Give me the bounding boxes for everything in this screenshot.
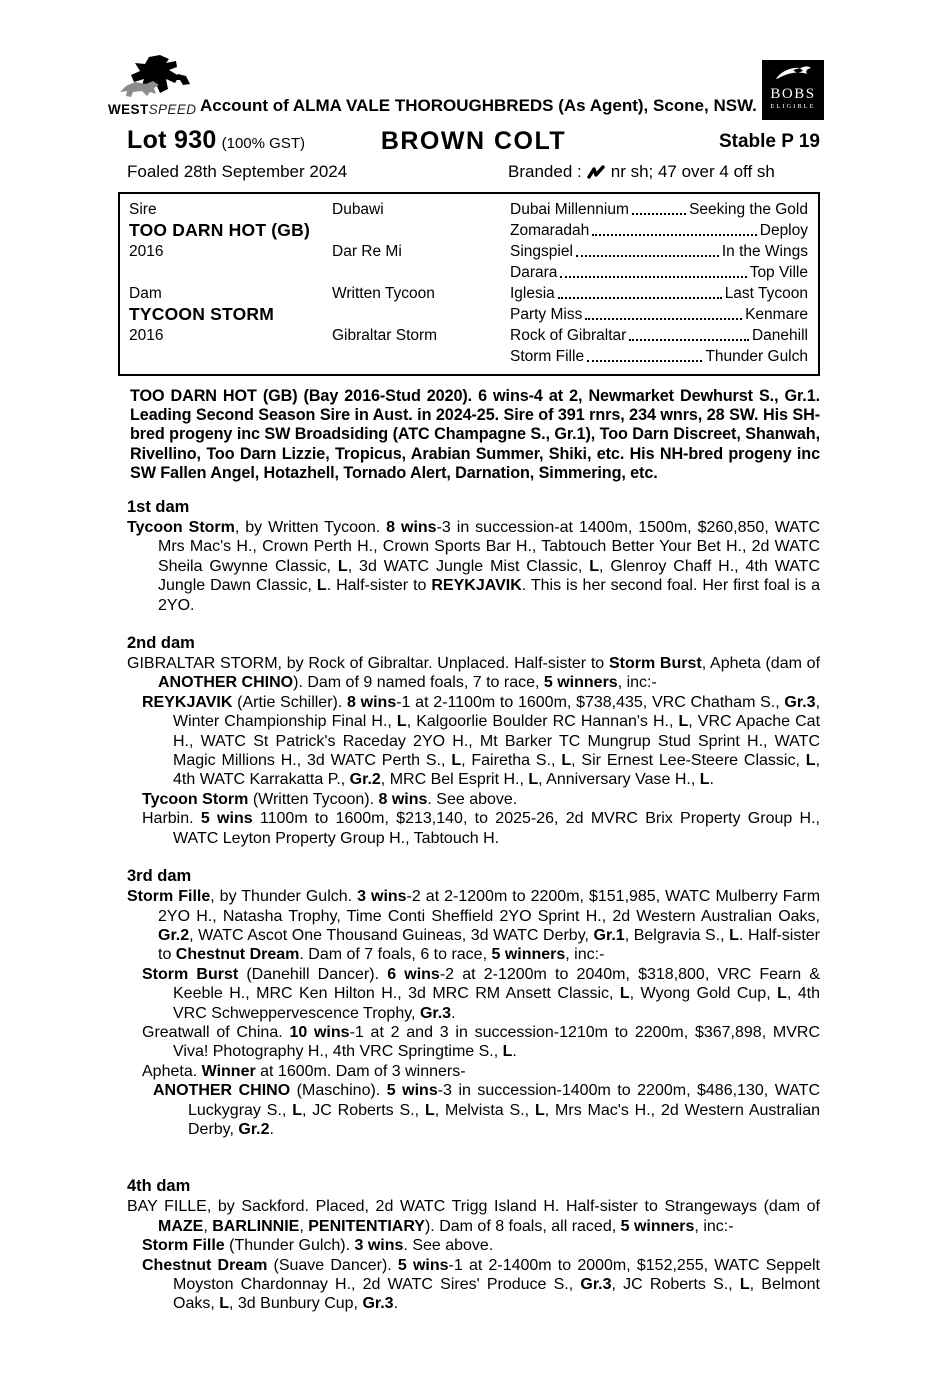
- dam-section: [127, 634, 820, 848]
- pedigree-grandparent-cell: [510, 220, 808, 241]
- granddam-name: Danehill: [751, 327, 808, 344]
- granddam-name: Thunder Gulch: [705, 348, 808, 365]
- pedigree-row: [129, 283, 808, 304]
- pedigree-parent-cell: Written Tycoon: [332, 285, 435, 302]
- lot-line: [127, 126, 820, 158]
- pedigree-name-cell: 2016: [129, 327, 164, 344]
- pedigree-name-cell: [129, 262, 332, 283]
- pedigree-grandparent-cell: [510, 346, 808, 367]
- sire-summary: TOO DARN HOT (GB) (Bay 2016-Stud 2020). 6 wins-4 at 2, Newmarket Dewhurst S., Gr.1. Leading Second Season Sire in Aust. in 2024-25. Sire of 391 rnrs, 234 wnrs, 28 SW. His SH-bred progeny inc SW Broadsiding (ATC Champagne S., Gr.1), Too Darn Discreet, Shanwah, Rivellino, Too Darn Lizzie, Tropicus, Arabian Summer, Shiki, etc. His NH-bred progeny inc SW Fallen Angel, Hotazhell, Tornado Alert, Darnation, Simmering, etc.: [130, 387, 820, 482]
- dotted-leader: [576, 255, 719, 257]
- bobs-logo: [762, 60, 824, 120]
- pedigree-row: [129, 262, 808, 283]
- dotted-leader: [629, 339, 749, 341]
- pedigree-parent-cell: [332, 262, 510, 283]
- grandsire-name: Darara: [510, 264, 558, 281]
- pedigree-parent-cell: [332, 220, 510, 241]
- dotted-leader: [632, 213, 686, 215]
- dam-entries: [127, 518, 820, 615]
- dam-section: [127, 498, 820, 615]
- westspeed-speed: SPEED: [148, 102, 197, 117]
- dotted-leader: [558, 297, 722, 299]
- pedigree-entry: BAY FILLE, by Sackford. Placed, 2d WATC Trigg Island H. Half-sister to Strangeways (dam of MAZE, BARLINNIE, PENITENTIARY). Dam of 8 foals, all raced, 5 winners, inc:-: [127, 1198, 820, 1235]
- bobs-title: BOBS: [770, 86, 816, 102]
- dotted-leader: [560, 276, 746, 278]
- grandsire-name: Storm Fille: [510, 348, 585, 365]
- dam-entries: [127, 887, 820, 1139]
- pedigree-entry: Storm Fille, by Thunder Gulch. 3 wins-2 at 2-1200m to 2200m, $151,985, WATC Mulberry Farm 2YO H., Natasha Trophy, Time Conti Sheffield 2YO Sprint H., 2d Western Australian Oaks, Gr.2, WATC Ascot One Thousand Guineas, 3d WATC Derby, Gr.1, Belgravia S., L. Half-sister to Chestnut Dream. Dam of 7 foals, 6 to race, 5 winners, inc:-: [127, 888, 821, 964]
- granddam-name: Last Tycoon: [724, 285, 808, 302]
- dam-heading: 3rd dam: [127, 867, 192, 886]
- pedigree-row: [129, 325, 808, 346]
- pedigree-row: [129, 346, 808, 367]
- pedigree-entry: Chestnut Dream (Suave Dancer). 5 wins-1 at 2-1400m to 2000m, $152,255, WATC Seppelt Moyston Chardonnay H., 2d WATC Sires' Produce S., Gr.3, JC Roberts S., L, Belmont Oaks, L, 3d Bunbury Cup, Gr.3.: [142, 1256, 820, 1313]
- pedigree-row: [129, 220, 808, 241]
- granddam-name: Deploy: [759, 222, 808, 239]
- westspeed-west: WEST: [108, 102, 149, 117]
- pedigree-parent-cell: Dar Re Mi: [332, 243, 402, 260]
- pedigree-entry: GIBRALTAR STORM, by Rock of Gibraltar. Unplaced. Half-sister to Storm Burst, Apheta (dam of ANOTHER CHINO). Dam of 9 named foals, 7 to race, 5 winners, inc:-: [127, 655, 821, 692]
- pedigree-parent-cell: Dubawi: [332, 201, 384, 218]
- pedigree-grandparent-cell: [510, 283, 808, 304]
- pedigree-grandparent-cell: [510, 325, 808, 346]
- dam-heading: 2nd dam: [127, 634, 195, 653]
- pedigree-entry: REYKJAVIK (Artie Schiller). 8 wins-1 at 2-1100m to 1600m, $738,435, VRC Chatham S., Gr.3, Winter Championship Final H., L, Kalgoorlie Boulder RC Hannan's H., L, VRC Apache Cat H., WATC St Patrick's Raceday 2YO H., Mt Barker TC Mungrup Stud Sprint H., WATC Magic Millions H., 3d WATC Perth S., L, Fairetha S., L, Sir Ernest Lee-Steere Classic, L, 4th WATC Karrakatta P., Gr.2, MRC Bel Esprit H., L, Anniversary Vase H., L.: [142, 693, 821, 789]
- pedigree-entry: Storm Fille (Thunder Gulch). 3 wins. See above.: [142, 1237, 494, 1255]
- pedigree-grandparent-cell: [510, 199, 808, 220]
- page-header: [108, 56, 820, 122]
- dam-heading: 1st dam: [127, 498, 190, 517]
- foaled-branded-line: [127, 160, 820, 186]
- brand-description: [508, 162, 775, 182]
- pedigree-entry: Harbin. 5 wins 1100m to 1600m, $213,140, to 2025-26, 2d MVRC Brix Property Group H., WATC Leyton Property Group H., Tabtouch H.: [142, 810, 821, 847]
- grandsire-name: Rock of Gibraltar: [510, 327, 627, 344]
- pedigree-name-cell: TOO DARN HOT (GB): [129, 220, 310, 240]
- pedigree-parent-cell: [332, 346, 510, 367]
- pedigree-grandparent-cell: [510, 262, 808, 283]
- pedigree-entry: Apheta. Winner at 1600m. Dam of 3 winners-: [142, 1062, 466, 1080]
- pedigree-grandparent-cell: [510, 241, 808, 262]
- pedigree-entry: Tycoon Storm, by Written Tycoon. 8 wins-3 in succession-at 1400m, 1500m, $260,850, WATC Mrs Mac's H., Crown Perth H., Crown Sports Bar H., Tabtouch Better Your Bet H., 2d WATC Sheila Gwynne Classic, L, 3d WATC Jungle Mist Classic, L, Glenroy Chaff H., 4th WATC Jungle Dawn Classic, L. Half-sister to REYKJAVIK. This is her second foal. Her first foal is a 2YO.: [127, 519, 821, 614]
- dam-entries: [127, 1197, 820, 1313]
- brand-location-text: nr sh; 47 over 4 off sh: [610, 162, 775, 181]
- account-line: Account of ALMA VALE THOROUGHBREDS (As Agent), Scone, NSW.: [200, 96, 757, 115]
- page-title: BROWN COLT: [380, 127, 567, 155]
- granddam-name: In the Wings: [721, 243, 808, 260]
- dotted-leader: [592, 234, 756, 236]
- pedigree-name-cell: TYCOON STORM: [129, 304, 274, 324]
- granddam-name: Top Ville: [749, 264, 808, 281]
- westspeed-horse-icon: [108, 54, 220, 100]
- dotted-leader: [587, 360, 702, 362]
- bobs-subtitle: ELIGIBLE: [770, 103, 816, 110]
- branded-label: Branded :: [508, 162, 582, 181]
- pedigree-row: [129, 304, 808, 325]
- pedigree-grandparent-cell: [510, 304, 808, 325]
- pedigree-entry: ANOTHER CHINO (Maschino). 5 wins-3 in succession-1400m to 2200m, $486,130, WATC Luckygray S., L, JC Roberts S., L, Melvista S., L, Mrs Mac's H., 2d Western Australian Derby, Gr.2.: [153, 1082, 821, 1138]
- pedigree-row: [129, 241, 808, 262]
- pedigree-name-cell: Sire: [129, 201, 157, 218]
- stable-number: Stable P 19: [718, 131, 820, 152]
- grandsire-name: Party Miss: [510, 306, 583, 323]
- zigzag-brand-mark-icon: [587, 165, 606, 180]
- dam-section: [127, 867, 820, 1139]
- dam-sections: [127, 498, 820, 1314]
- pedigree-row: [129, 199, 808, 220]
- pedigree-parent-cell: Gibraltar Storm: [332, 327, 438, 344]
- dam-heading: 4th dam: [127, 1177, 191, 1196]
- granddam-name: Kenmare: [745, 306, 808, 323]
- pedigree-name-cell: [129, 346, 332, 367]
- lot-number: Lot 930: [127, 126, 217, 154]
- grandsire-name: Dubai Millennium: [510, 201, 629, 218]
- dotted-leader: [585, 318, 742, 320]
- pedigree-entry: Greatwall of China. 10 wins-1 at 2 and 3 in succession-1210m to 2200m, $367,898, MVRC Viva! Photography H., 4th VRC Springtime S., L.: [142, 1023, 820, 1061]
- grandsire-name: Singspiel: [510, 243, 573, 260]
- pedigree-table: [118, 192, 820, 376]
- dam-entries: [127, 654, 820, 848]
- gst-note: (100% GST): [221, 135, 305, 152]
- dam-section: [127, 1177, 820, 1313]
- pedigree-name-cell: Dam: [129, 285, 162, 302]
- granddam-name: Seeking the Gold: [689, 201, 808, 218]
- grandsire-name: Zomaradah: [510, 222, 590, 239]
- grandsire-name: Iglesia: [510, 285, 555, 302]
- bobs-horse-icon: [771, 62, 815, 82]
- pedigree-entry: Storm Burst (Danehill Dancer). 6 wins-2 at 2-1200m to 2040m, $318,800, VRC Fearn & Keeble H., MRC Ken Hilton H., 3d MRC RM Ansett Classic, L, Wyong Gold Cup, L, 4th VRC Schweppervescence Trophy, Gr.3.: [142, 965, 821, 1022]
- pedigree-entry: Tycoon Storm (Written Tycoon). 8 wins. See above.: [142, 790, 518, 808]
- pedigree-parent-cell: [332, 304, 510, 325]
- pedigree-name-cell: 2016: [129, 243, 164, 260]
- foaled-date: Foaled 28th September 2024: [127, 162, 348, 181]
